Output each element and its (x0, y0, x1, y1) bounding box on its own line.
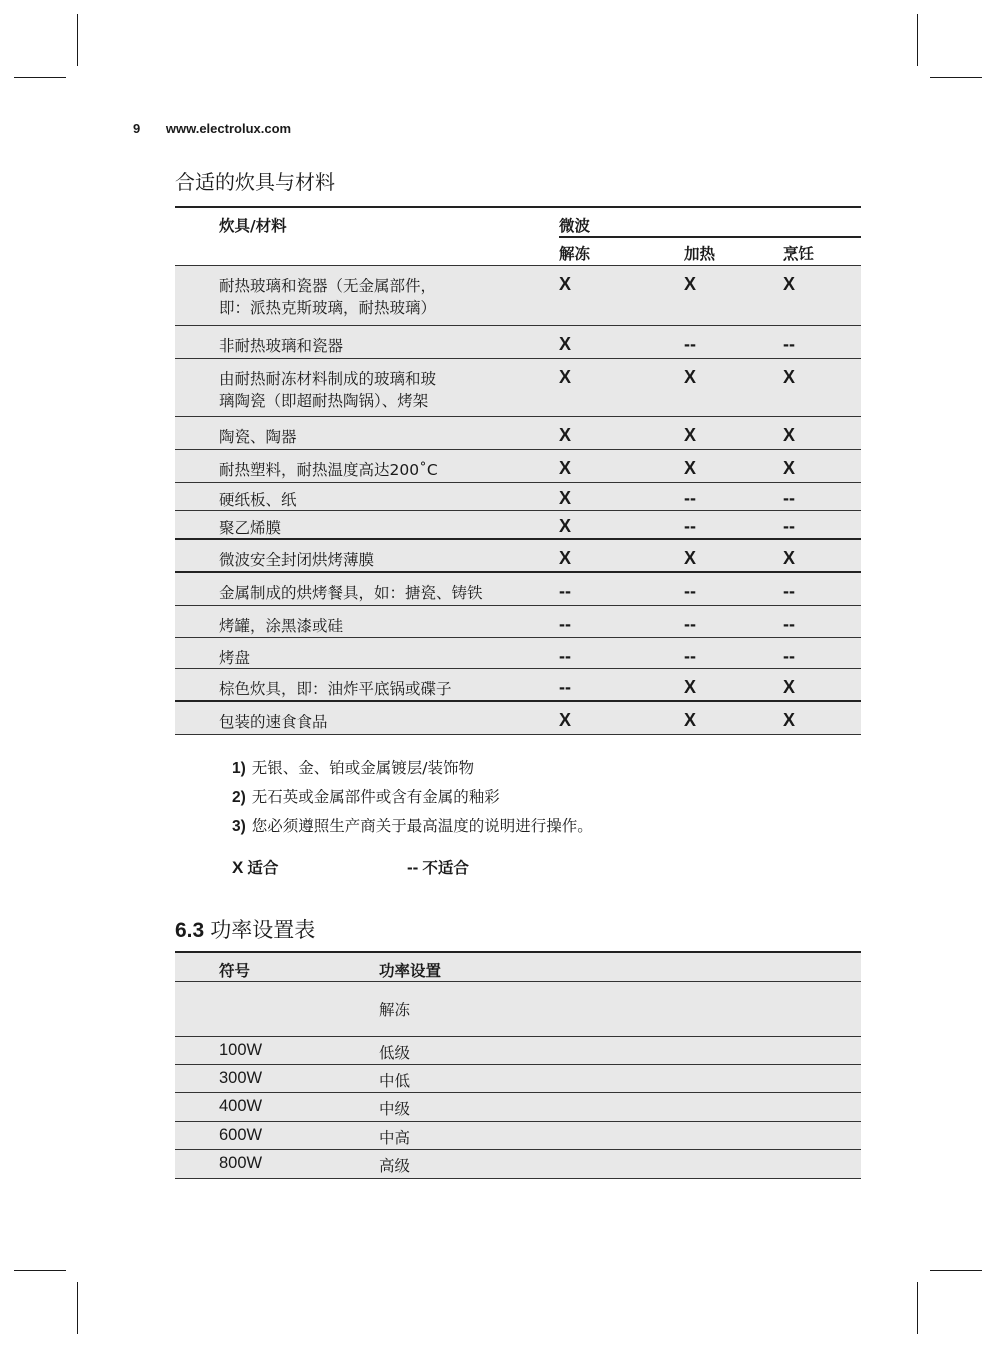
material-cell: 陶瓷、陶器 (175, 416, 559, 449)
footnotes (232, 754, 593, 841)
table-row (175, 539, 861, 572)
crop-mark (930, 77, 982, 78)
cook-cell: X (783, 449, 861, 482)
header-cook: 烹饪 (783, 237, 861, 265)
table-row (175, 265, 861, 325)
material-cell: 非耐热玻璃和瓷器 (175, 325, 559, 358)
suitable-label: 适合 (247, 859, 279, 877)
cook-cell: X (783, 416, 861, 449)
crop-mark (930, 1270, 982, 1271)
page-number: 9 (133, 121, 141, 136)
defrost-cell: X (559, 701, 684, 734)
heat-cell: X (684, 449, 783, 482)
material-cell: 耐热塑料，耐热温度高达200˚C (175, 449, 559, 482)
footnote: 1) 无银、金、铂或金属镀层/装饰物 (232, 759, 475, 777)
header-symbol: 符号 (175, 952, 379, 982)
defrost-cell: X (559, 325, 684, 358)
heat-cell: X (684, 416, 783, 449)
table-row (175, 605, 861, 637)
heat-cell: -- (684, 510, 783, 539)
table-row (175, 449, 861, 482)
defrost-cell: -- (559, 572, 684, 605)
heat-cell: -- (684, 572, 783, 605)
heat-cell: X (684, 265, 783, 325)
cook-cell: -- (783, 482, 861, 510)
footnote: 2) 无石英或金属部件或含有金属的釉彩 (232, 788, 500, 806)
unsuitable-symbol: -- (407, 858, 419, 877)
cook-cell: -- (783, 510, 861, 539)
table-row (175, 510, 861, 539)
section-heading-title: 功率设置表 (210, 918, 316, 942)
power-table (175, 951, 861, 1179)
crop-mark (14, 77, 66, 78)
material-cell: 聚乙烯膜 (175, 510, 559, 539)
heat-cell: X (684, 668, 783, 701)
material-cell: 微波安全封闭烘烤薄膜 (175, 539, 559, 572)
material-cell: 包装的速食食品 (175, 701, 559, 734)
table-row (175, 982, 861, 1037)
crop-mark (77, 1282, 78, 1334)
heat-cell: -- (684, 325, 783, 358)
suitable-symbol: X (232, 858, 244, 877)
defrost-cell: X (559, 539, 684, 572)
table-row (175, 416, 861, 449)
symbol-cell: 300W (175, 1065, 379, 1093)
cook-cell: -- (783, 637, 861, 668)
header-heat: 加热 (684, 237, 783, 265)
header-defrost: 解冻 (559, 237, 684, 265)
material-cell: 烤盘 (175, 637, 559, 668)
cook-cell: X (783, 668, 861, 701)
heat-cell: -- (684, 605, 783, 637)
legend-unsuitable (407, 856, 469, 878)
table-row (175, 637, 861, 668)
table-row (175, 668, 861, 701)
table-row (175, 1093, 861, 1122)
material-cell: 由耐热耐冻材料制成的玻璃和玻 璃陶瓷（即超耐热陶锅）、烤架 (175, 358, 559, 416)
symbol-cell: 600W (175, 1122, 379, 1150)
header-material: 炊具/材料 (175, 207, 559, 265)
defrost-cell: X (559, 510, 684, 539)
table-row (175, 1150, 861, 1179)
defrost-cell: -- (559, 668, 684, 701)
symbol-cell: 400W (175, 1093, 379, 1122)
cook-cell: X (783, 265, 861, 325)
crop-mark (77, 14, 78, 66)
heat-cell: -- (684, 637, 783, 668)
material-cell: 烤罐，涂黑漆或硅 (175, 605, 559, 637)
heat-cell: -- (684, 482, 783, 510)
section-number: 6.3 (175, 919, 205, 942)
crop-mark (14, 1270, 66, 1271)
defrost-cell: X (559, 416, 684, 449)
material-cell: 硬纸板、纸 (175, 482, 559, 510)
header-setting: 功率设置 (379, 952, 861, 982)
section-heading (175, 914, 315, 944)
defrost-cell: -- (559, 637, 684, 668)
defrost-cell: X (559, 449, 684, 482)
table-row (175, 325, 861, 358)
table-row (175, 1122, 861, 1150)
setting-cell: 中级 (379, 1093, 861, 1122)
section-title: 合适的炊具与材料 (175, 170, 335, 194)
table-row (175, 1037, 861, 1065)
website-link[interactable]: www.electrolux.com (165, 121, 292, 136)
table-row (175, 701, 861, 734)
material-cell: 金属制成的烘烤餐具，如：搪瓷、铸铁 (175, 572, 559, 605)
unsuitable-label: 不适合 (422, 859, 469, 877)
defrost-cell: X (559, 358, 684, 416)
cook-cell: X (783, 701, 861, 734)
cook-cell: X (783, 539, 861, 572)
heat-cell: X (684, 539, 783, 572)
crop-mark (917, 14, 918, 66)
symbol-cell: 100W (175, 1037, 379, 1065)
defrost-cell: X (559, 265, 684, 325)
cook-cell: -- (783, 572, 861, 605)
setting-cell: 中低 (379, 1065, 861, 1093)
header-microwave: 微波 (559, 207, 861, 237)
setting-cell: 中高 (379, 1122, 861, 1150)
cookware-table (175, 206, 861, 735)
heat-cell: X (684, 701, 783, 734)
setting-cell: 高级 (379, 1150, 861, 1179)
heat-cell: X (684, 358, 783, 416)
cook-cell: -- (783, 325, 861, 358)
symbol-cell: 800W (175, 1150, 379, 1179)
legend-suitable (232, 856, 278, 878)
setting-cell: 解冻 (379, 982, 861, 1037)
table-row (175, 358, 861, 416)
crop-mark (917, 1282, 918, 1334)
footnote: 3) 您必须遵照生产商关于最高温度的说明进行操作。 (232, 817, 593, 835)
table-row (175, 1065, 861, 1093)
table-row (175, 482, 861, 510)
cook-cell: -- (783, 605, 861, 637)
table-row (175, 572, 861, 605)
material-cell: 耐热玻璃和瓷器（无金属部件， 即：派热克斯玻璃，耐热玻璃） (175, 265, 559, 325)
cook-cell: X (783, 358, 861, 416)
setting-cell: 低级 (379, 1037, 861, 1065)
page-header (133, 121, 291, 136)
symbol-cell (175, 982, 379, 1037)
material-cell: 棕色炊具，即：油炸平底锅或碟子 (175, 668, 559, 701)
defrost-cell: -- (559, 605, 684, 637)
defrost-cell: X (559, 482, 684, 510)
